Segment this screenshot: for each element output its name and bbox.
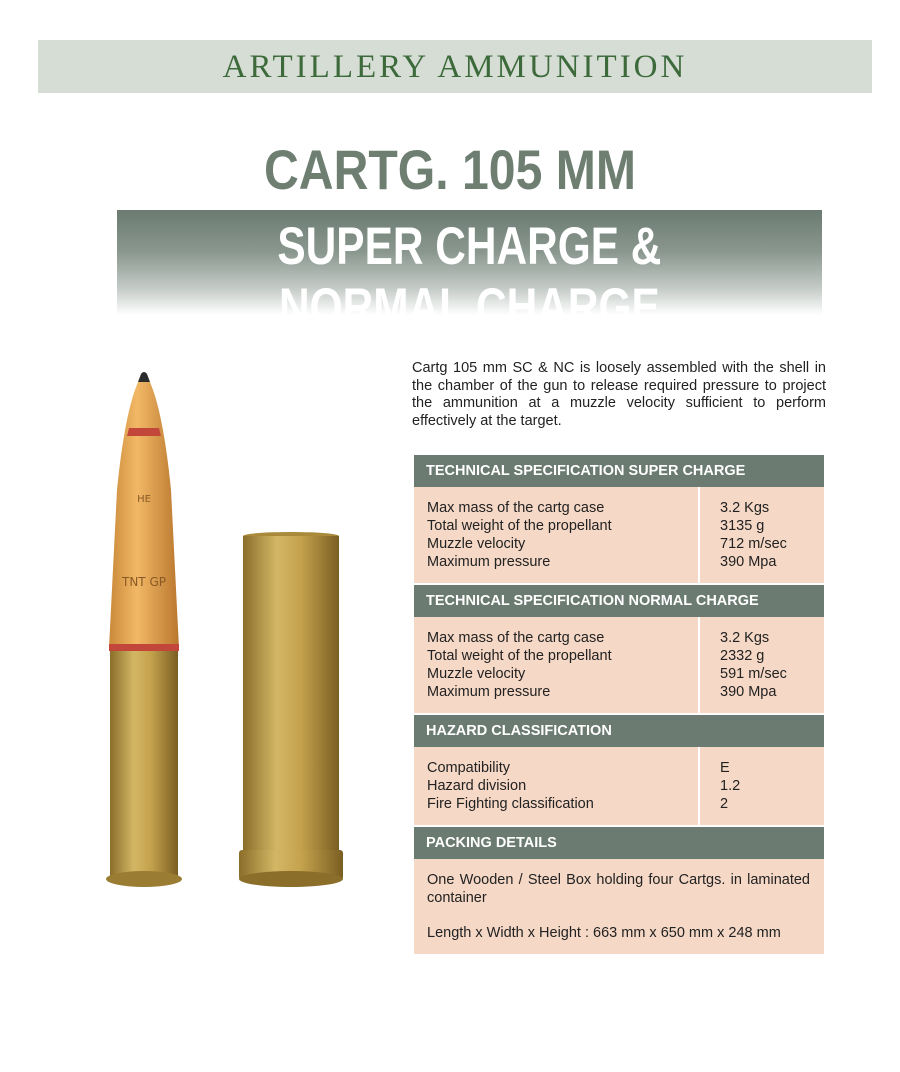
spec-header: TECHNICAL SPECIFICATION SUPER CHARGE [414,455,824,487]
shell-marking-tnt: TNT GP [122,575,166,589]
spec-value: 3.2 Kgs [720,500,770,516]
spec-body [414,487,824,585]
spec-value: 2332 g [720,648,765,664]
spec-header: HAZARD CLASSIFICATION [414,715,824,747]
spec-value: 3.2 Kgs [720,630,770,646]
spec-values [700,487,824,583]
cartridge-illustration [95,370,365,900]
spec-label: Muzzle velocity [427,666,526,682]
spec-label: Muzzle velocity [427,536,526,552]
spec-label: Hazard division [427,778,527,794]
spec-value: E [720,760,730,776]
spec-body [414,617,824,715]
spec-label: Maximum pressure [427,554,551,570]
ammunition-image [95,370,365,900]
spec-label: Max mass of the cartg case [427,630,605,646]
product-subtitle: SUPER CHARGE & NORMAL CHARGE [277,217,662,337]
spec-label: Fire Fighting classification [427,796,594,812]
product-title: CARTG. 105 MM [264,138,636,201]
spec-labels [414,617,700,713]
spec-value: 591 m/sec [720,666,787,682]
subtitle-band [117,210,822,337]
spec-section-super-charge [414,455,824,585]
header-band [38,40,872,93]
spec-label: Compatibility [427,760,510,776]
packing-body [414,859,824,954]
spec-value: 712 m/sec [720,536,787,552]
shell-marking-he: HE [137,494,151,505]
packing-text: One Wooden / Steel Box holding four Cartgs. in laminated container [427,872,810,906]
packing-dimensions: Length x Width x Height : 663 mm x 650 mm x 248 mm [427,925,781,941]
spec-value: 1.2 [720,778,741,794]
spec-labels [414,487,700,583]
spec-label: Max mass of the cartg case [427,500,605,516]
header-title: ARTILLERY AMMUNITION [222,49,688,85]
spec-value: 2 [720,796,729,812]
spec-label: Total weight of the propellant [427,518,612,534]
empty-cartridge-case [239,532,343,887]
spec-values [700,617,824,713]
spec-section-normal-charge [414,585,824,715]
spec-value: 390 Mpa [720,554,777,570]
spec-body [414,747,824,827]
complete-cartridge [106,372,182,887]
spec-header: PACKING DETAILS [414,827,824,859]
spec-labels [414,747,700,825]
spec-section-packing [414,827,824,954]
spec-value: 390 Mpa [720,684,777,700]
spec-values [700,747,824,825]
spec-value: 3135 g [720,518,765,534]
specification-panel [414,455,824,954]
spec-section-hazard [414,715,824,827]
spec-header: TECHNICAL SPECIFICATION NORMAL CHARGE [414,585,824,617]
spec-label: Maximum pressure [427,684,551,700]
product-description: Cartg 105 mm SC & NC is loosely assembled with the shell in the chamber of the gun to release required pressure to project the ammunition at a muzzle velocity sufficient to perform effectively at the target. [412,360,826,429]
spec-label: Total weight of the propellant [427,648,612,664]
